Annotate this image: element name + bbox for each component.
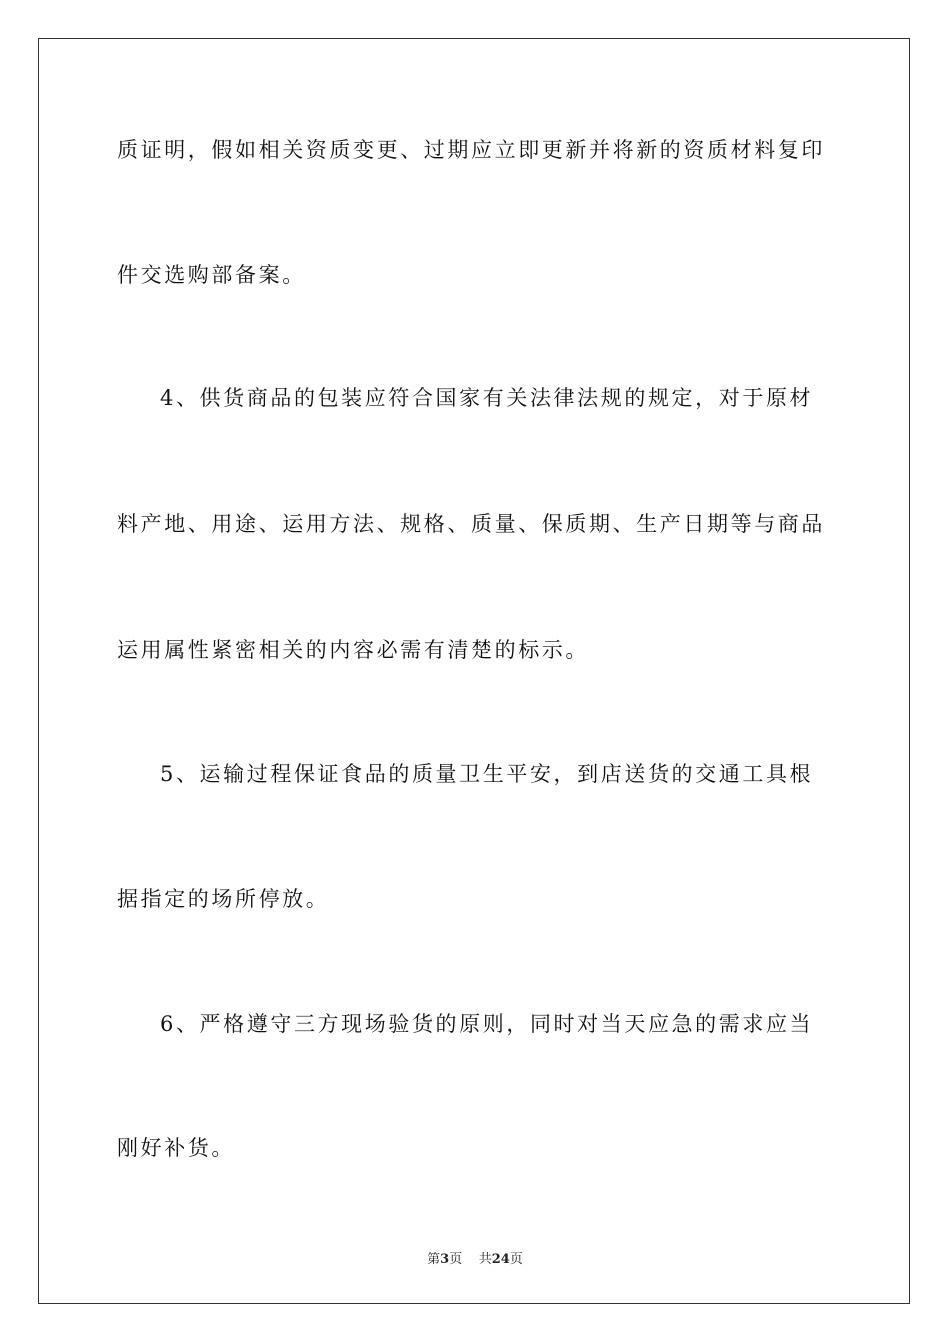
footer-total-pages: 24 [491,1252,510,1267]
body-line: 料产地、用途、运用方法、规格、质量、保质期、生产日期等与商品 [117,512,825,536]
footer-total-suffix: 页 [509,1252,523,1267]
body-line: 刚好补货。 [117,1136,235,1160]
footer-total-prefix: 共 [478,1252,492,1267]
body-line: 运用属性紧密相关的内容必需有清楚的标示。 [117,638,589,662]
paragraph-5-line-1: 5、运输过程保证食品的质量卫生平安，到店送货的交通工具根 [160,762,814,786]
body-line: 质证明，假如相关资质变更、过期应立即更新并将新的资质材料复印 [117,138,825,162]
body-line: 据指定的场所停放。 [117,887,330,911]
page-footer [0,1248,950,1267]
body-line: 件交选购部备案。 [117,263,306,287]
footer-page-suffix: 页 [449,1252,463,1267]
footer-page-prefix: 第 [427,1252,441,1267]
paragraph-4-line-1: 4、供货商品的包装应符合国家有关法律法规的规定，对于原材 [160,386,814,410]
footer-page-number: 3 [440,1252,450,1267]
paragraph-6-line-1: 6、严格遵守三方现场验货的原则，同时对当天应急的需求应当 [160,1012,814,1036]
page-border [38,38,910,1304]
